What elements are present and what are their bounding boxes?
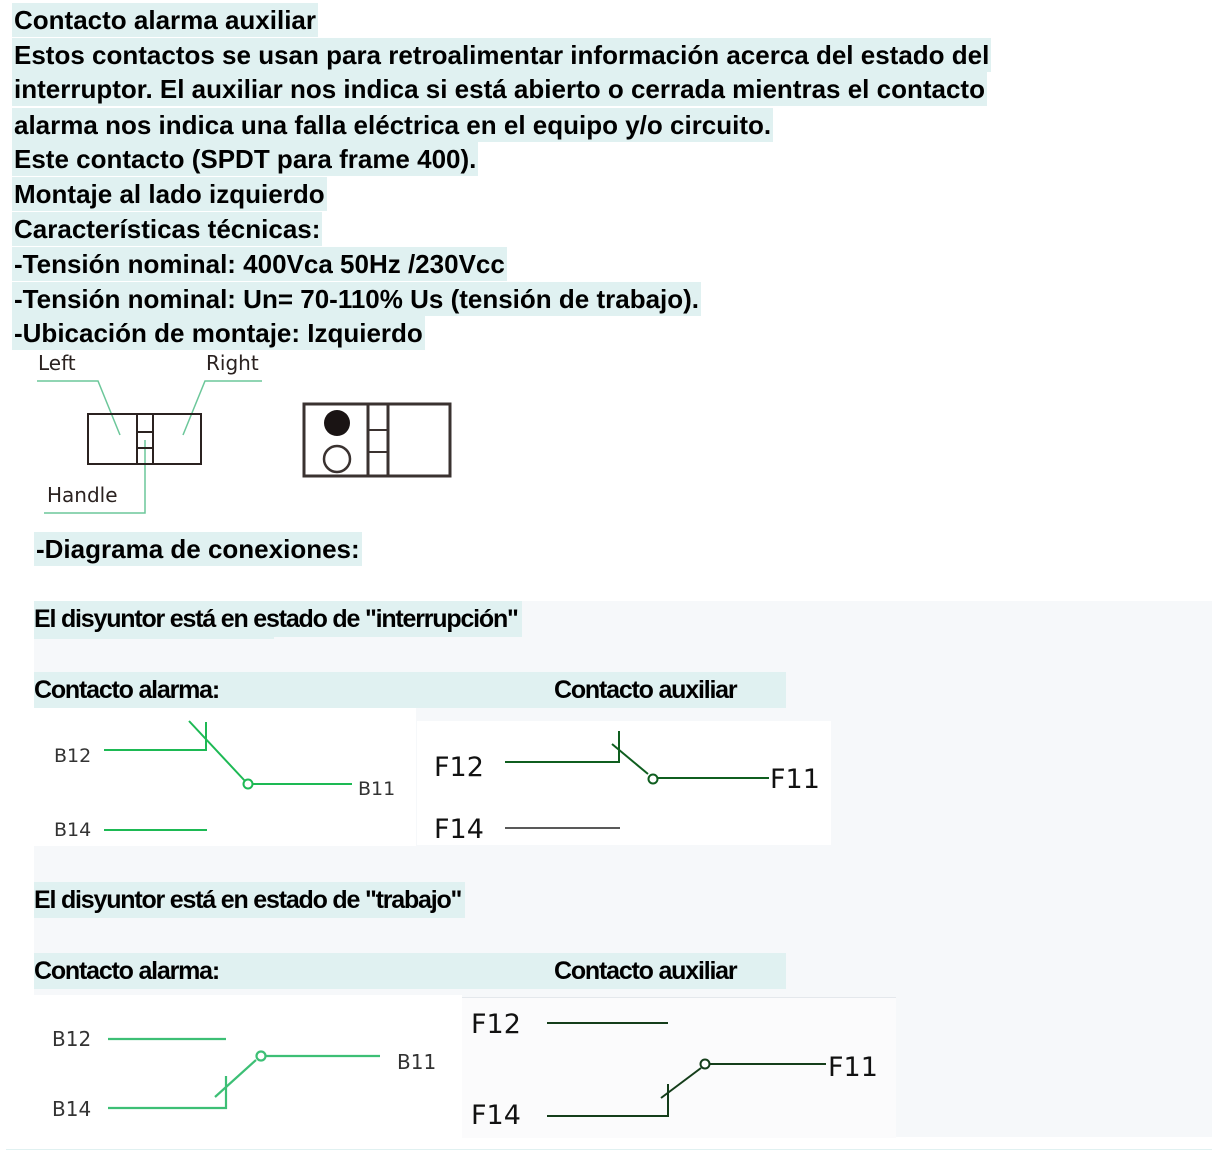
connections-heading: -Diagrama de conexiones: [36,534,360,564]
aux-diagram-work [462,997,896,1138]
alarm-label-2: Contacto alarma: [34,957,220,985]
aux-diagram-interruption [417,721,831,845]
terminal-f14-work: F14 [471,1100,521,1131]
state-work-title: El disyuntor está en estado de "trabajo" [34,882,465,918]
terminal-b11: B11 [358,778,396,800]
label-right: Right [206,351,259,375]
bottom-divider [6,1149,1212,1150]
terminal-f14: F14 [434,814,484,845]
terminal-b11-work: B11 [397,1050,437,1074]
alarm-diagram-interruption [34,708,416,846]
spdt-note: Este contacto (SPDT para frame 400). [14,144,477,174]
spec-voltage: -Tensión nominal: 400Vca 50Hz /230Vcc [14,249,505,279]
mounting-diagram [0,345,480,525]
label-handle: Handle [47,483,118,507]
alarm-diagram-work [34,995,462,1137]
paragraph-line-3: alarma nos indica una falla eléctrica en el equipo y/o circuito. [14,110,772,140]
terminal-b12-work: B12 [52,1027,92,1051]
terminal-b14: B14 [54,819,92,841]
terminal-f12-work: F12 [471,1009,521,1040]
label-left: Left [38,351,76,375]
spec-voltage-range: -Tensión nominal: Un= 70-110% Us (tensión de trabajo). [14,284,700,314]
state-interruption-title: El disyuntor está en estado de "interrupción" [34,601,522,637]
spec-mount-location: -Ubicación de montaje: Izquierdo [14,318,423,348]
specs-heading: Características técnicas: [14,214,321,244]
paragraph-line-1: Estos contactos se usan para retroalimentar información acerca del estado del [14,40,990,70]
aux-label-2: Contacto auxiliar [554,957,737,985]
breaker-front-icon [304,404,450,476]
terminal-b14-work: B14 [52,1097,92,1121]
mounting-note: Montaje al lado izquierdo [14,179,325,209]
terminal-f11-work: F11 [828,1052,878,1083]
terminal-f11: F11 [770,764,820,795]
terminal-f12: F12 [434,752,484,783]
alarm-label-1: Contacto alarma: [34,676,220,704]
aux-label-1: Contacto auxiliar [554,676,737,704]
document-title: Contacto alarma auxiliar [14,5,316,35]
paragraph-line-2: interruptor. El auxiliar nos indica si está abierto o cerrada mientras el contacto [14,74,985,104]
terminal-b12: B12 [54,745,92,767]
